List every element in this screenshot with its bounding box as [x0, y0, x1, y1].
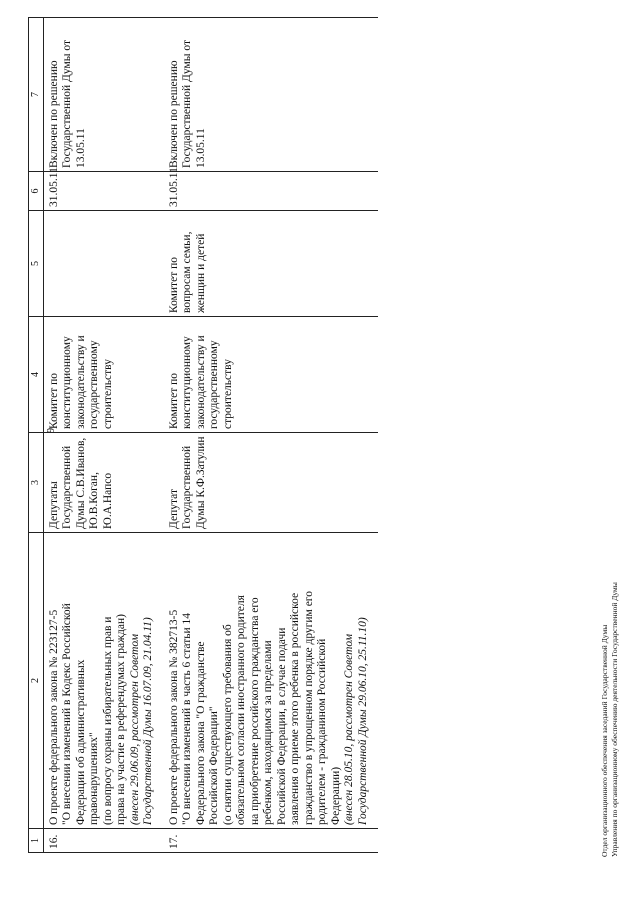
bill-title-line: (о снятии существующего требования об	[221, 624, 234, 825]
bill-title-line: Федерации)	[329, 766, 342, 825]
bill-title-line: заявления о приеме этого ребенка в российское	[289, 592, 301, 825]
bill-title-line: Российской Федерации, в случае подачи	[275, 627, 288, 825]
column-number: 5	[29, 211, 44, 317]
bill-title-line: (по вопросу охраны избирательных прав и	[101, 616, 114, 825]
bill-title-line: обязательном согласии иностранного родителя	[235, 595, 247, 825]
bill-title-line: Российской Федерации"	[208, 706, 220, 825]
table-row	[164, 18, 379, 853]
bill-note-line: (внесен 28.05.10, рассмотрен Советом	[343, 633, 355, 825]
bill-title-line: "О внесении изменений в часть 6 статьи 14	[181, 613, 193, 825]
bill-title-line: на приобретение российского гражданства его	[248, 597, 261, 825]
column-number: 2	[29, 533, 44, 829]
bill-title-line: О проекте федерального закона № 382713-5	[167, 609, 180, 825]
page-footer	[600, 582, 620, 857]
inclusion-decision: Включен по решению Государственной Думы от 13.05.11	[164, 18, 379, 172]
column-number: 7	[29, 18, 44, 172]
responsible-committee: Комитет по конституционному законодательству и государственному строительству	[164, 317, 379, 433]
bill-description	[164, 533, 379, 829]
bills-table	[28, 17, 378, 853]
bill-title-line: Федерального закона "О гражданстве	[194, 641, 207, 825]
row-number: 17.	[164, 829, 379, 853]
bill-title-line: Федерации об административных	[74, 659, 87, 825]
row-number: 16.	[43, 829, 164, 853]
column-number: 6	[29, 172, 44, 211]
column-number-row	[29, 18, 44, 853]
bill-note-line: Государственной Думы 16.07.09, 21.04.11)	[142, 617, 154, 825]
responsible-committee: Комитет по конституционному законодательству и государственному строительству	[43, 317, 164, 433]
bill-title-line: родителем - гражданином Российской	[316, 638, 328, 825]
bill-note-line: Государственной Думы 29.06.10, 25.11.10)	[356, 617, 369, 825]
bill-authors: Депутаты Государственной Думы С.В.Иванов, Ю.В.Коган, Ю.А.Напсо	[43, 433, 164, 533]
column-number: 1	[29, 829, 44, 853]
bill-title-line: гражданство в упрощенном порядке другим его	[302, 591, 315, 825]
bill-title-line: правонарушениях"	[88, 732, 100, 825]
bill-title-line: О проекте федерального закона № 223127-5	[47, 609, 60, 825]
column-number: 3	[29, 433, 44, 533]
co-executor-committee	[43, 211, 164, 317]
bill-note-line: (внесен 29.06.09, рассмотрен Советом	[128, 633, 141, 825]
bill-authors: Депутат Государственной Думы К.Ф.Затулин	[164, 433, 379, 533]
table-row	[43, 18, 164, 853]
deadline-date: 31.05.11	[164, 172, 379, 211]
column-number: 4	[29, 317, 44, 433]
page-number: 9	[46, 428, 57, 433]
deadline-date: 31.05.11	[43, 172, 164, 211]
bill-title-line: ребенком, находящимся за пределами	[262, 640, 274, 825]
bill-title-line: права на участие в референдумах граждан)	[115, 614, 127, 825]
co-executor-committee: Комитет по вопросам семьи, женщин и детей	[164, 211, 379, 317]
footer-line: Отдел организационного обеспечения заседаний Государственной Думы	[600, 624, 609, 857]
bill-title-line: "О внесении изменений в Кодекс Российской	[61, 603, 73, 825]
footer-line: Управления по организационному обеспечению деятельности Государственной Думы	[610, 582, 619, 857]
bill-description	[43, 533, 164, 829]
inclusion-decision: Включен по решению Государственной Думы от 13.05.11	[43, 18, 164, 172]
